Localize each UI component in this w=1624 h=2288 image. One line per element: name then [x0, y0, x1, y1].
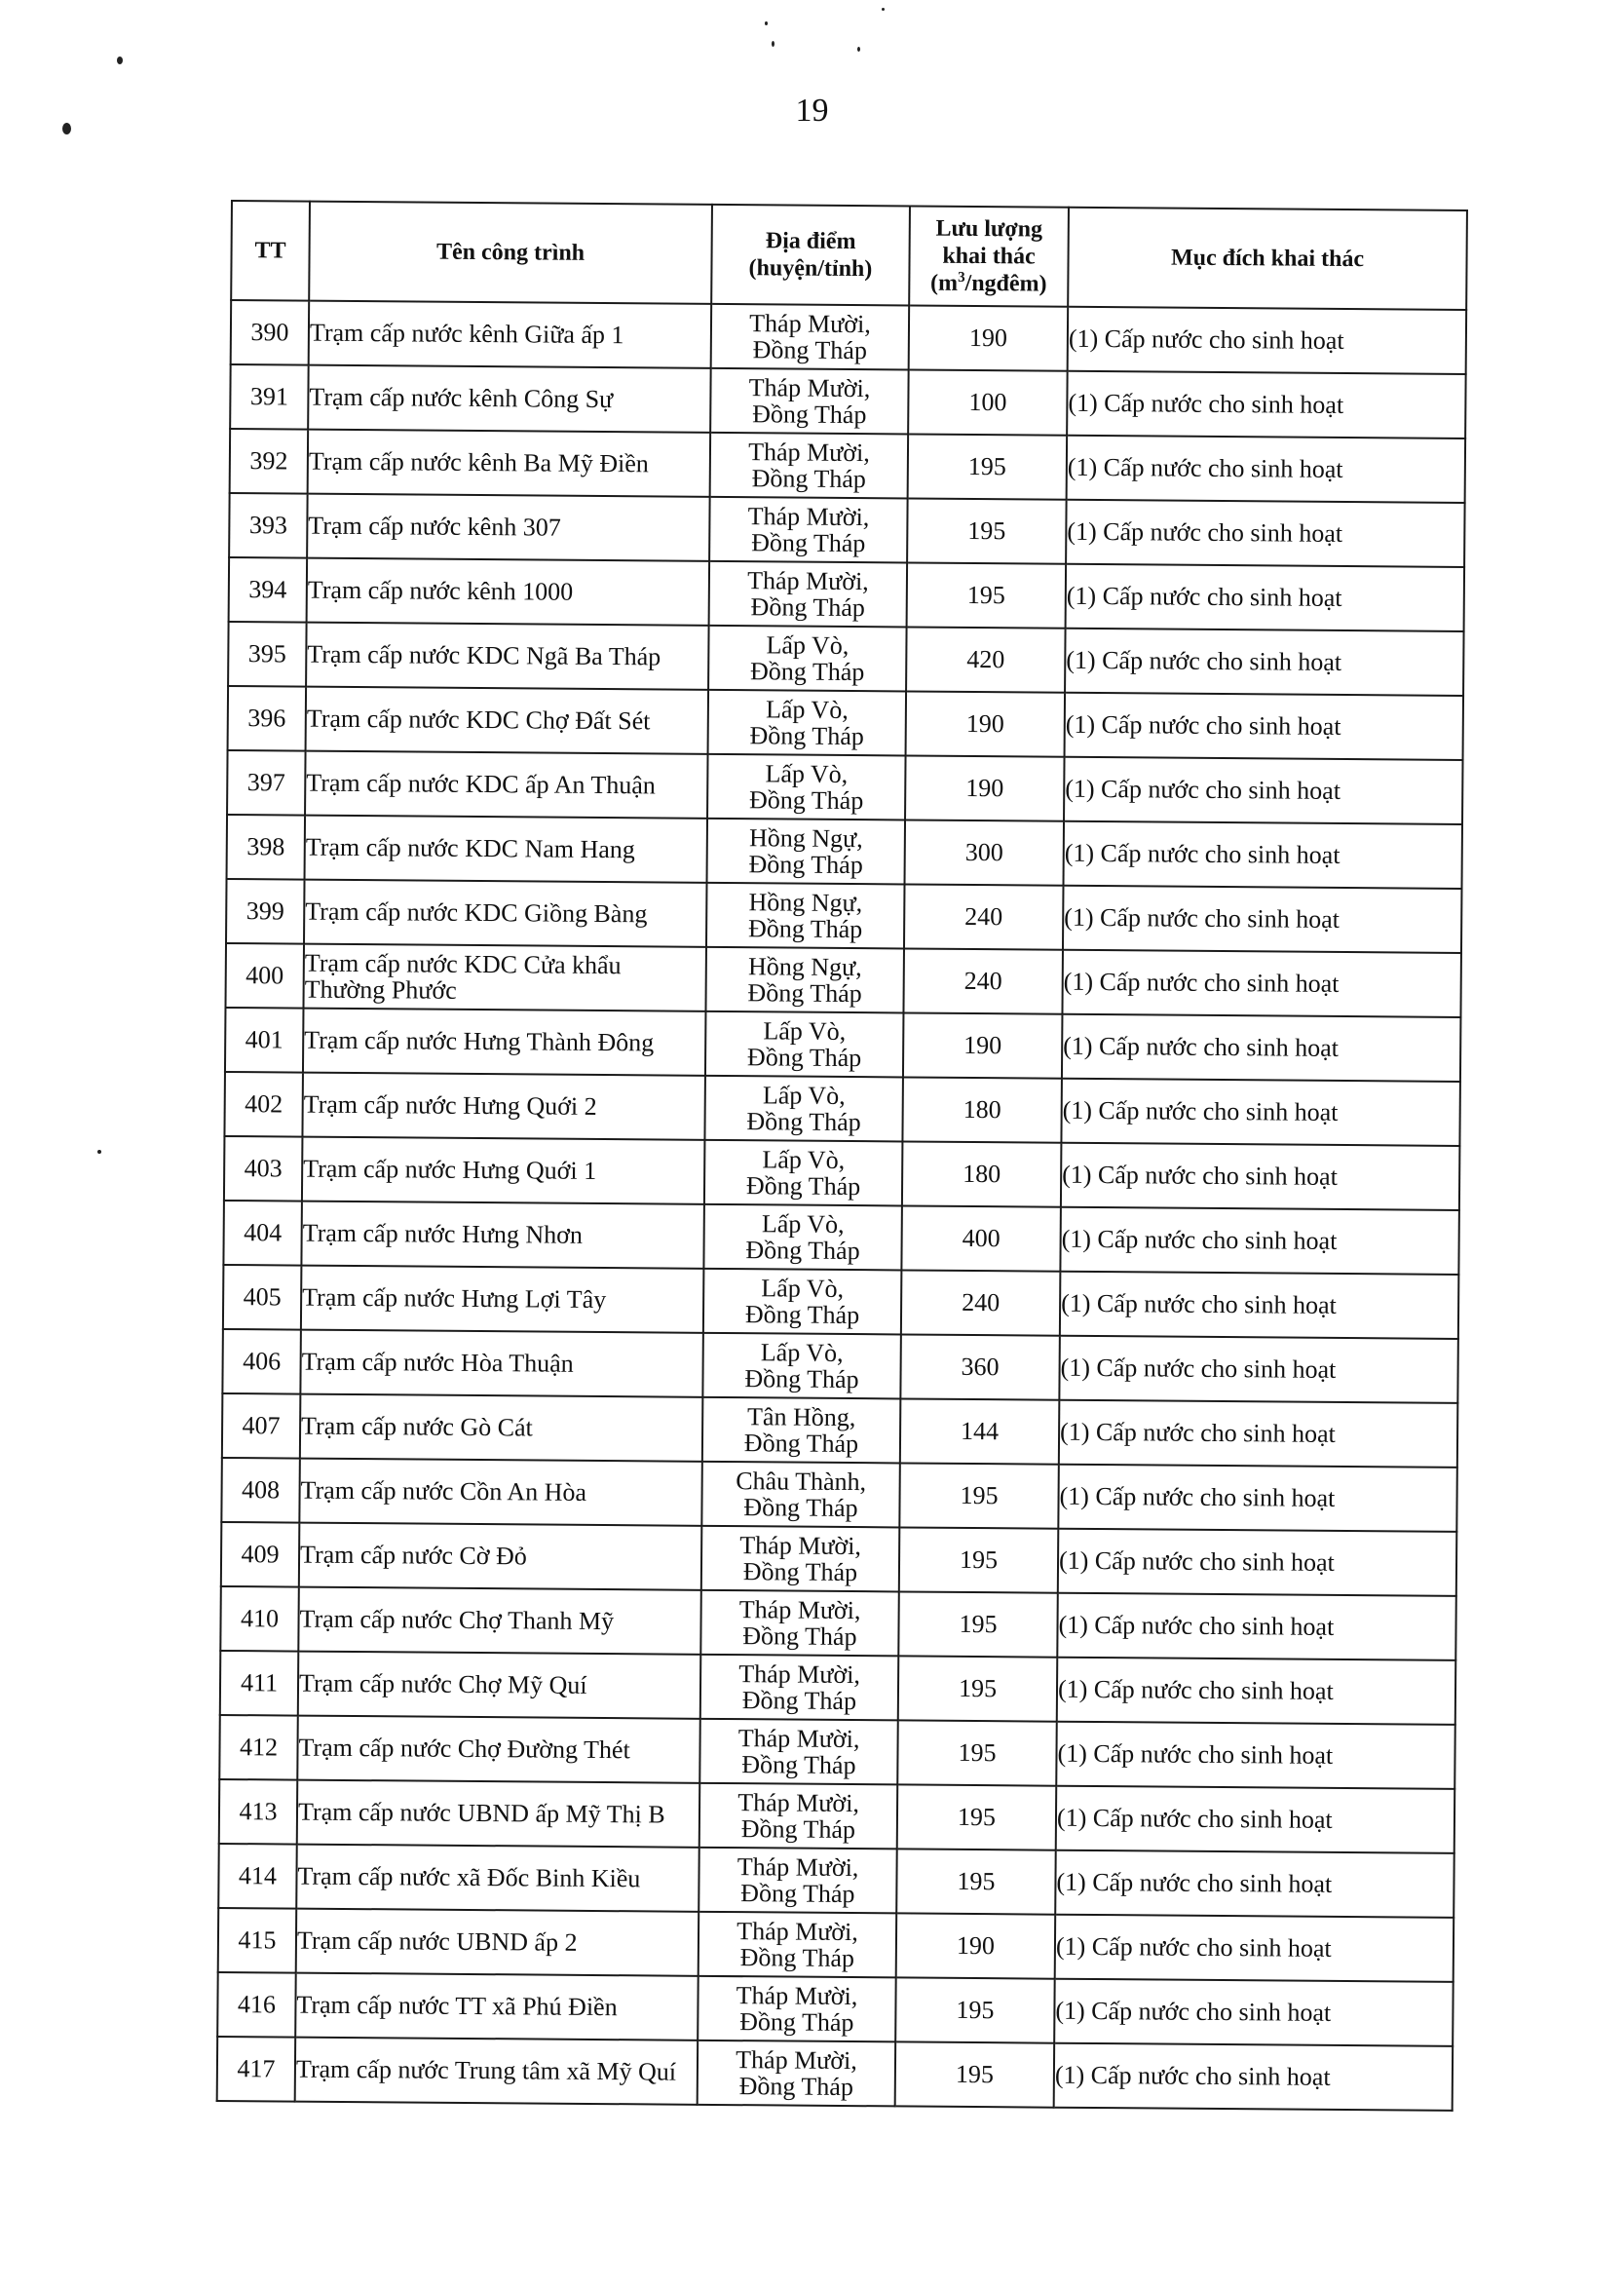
row-tt: 407: [222, 1393, 301, 1459]
row-district: Hồng Ngự,: [748, 887, 863, 917]
row-location: [698, 2040, 896, 2107]
row-tt: 395: [228, 622, 307, 687]
row-flow: 195: [895, 2041, 1055, 2107]
row-location: [698, 1976, 896, 2042]
row-flow: 240: [903, 948, 1063, 1013]
row-flow: 240: [904, 884, 1064, 949]
row-location: [704, 1140, 903, 1206]
row-name: Trạm cấp nước Hưng Quới 1: [302, 1137, 705, 1204]
row-location: [708, 690, 907, 756]
row-district: Tháp Mười,: [738, 1594, 861, 1624]
row-purpose: (1) Cấp nước cho sinh hoạt: [1056, 1786, 1455, 1853]
row-location: [703, 1204, 902, 1271]
table-row: [229, 493, 1464, 567]
table-row: [230, 364, 1465, 439]
row-province: Đồng Tháp: [752, 400, 867, 430]
row-flow: 190: [905, 755, 1065, 820]
header-location-line2: (huyện/tỉnh): [748, 255, 873, 283]
scan-speck: [882, 8, 885, 11]
row-province: Đồng Tháp: [746, 1043, 862, 1073]
row-name: Trạm cấp nước Hưng Nhơn: [301, 1201, 704, 1269]
row-province: Đồng Tháp: [749, 721, 864, 751]
row-purpose: (1) Cấp nước cho sinh hoạt: [1066, 564, 1465, 631]
row-location: [705, 1011, 904, 1078]
row-name: Trạm cấp nước Hòa Thuận: [300, 1330, 703, 1397]
row-purpose: (1) Cấp nước cho sinh hoạt: [1057, 1593, 1456, 1660]
row-flow: 195: [907, 562, 1067, 628]
row-purpose: (1) Cấp nước cho sinh hoạt: [1067, 371, 1466, 439]
row-province: Đồng Tháp: [742, 1557, 858, 1587]
row-name: Trạm cấp nước Hưng Lợi Tây: [301, 1266, 704, 1333]
row-province: Đồng Tháp: [744, 1364, 859, 1394]
row-purpose: (1) Cấp nước cho sinh hoạt: [1068, 307, 1467, 374]
row-flow: 195: [896, 1849, 1056, 1914]
header-flow-unit-sup: 3: [958, 270, 965, 286]
row-tt: 400: [225, 943, 304, 1009]
table-body: [217, 300, 1466, 2111]
table-row: [224, 1072, 1459, 1146]
table-row: [217, 1972, 1453, 2046]
row-district: Tân Hồng,: [746, 1401, 856, 1431]
row-province: Đồng Tháp: [751, 464, 866, 494]
scan-speck: [772, 41, 774, 47]
row-name: Trạm cấp nước kênh Ba Mỹ Điền: [308, 430, 711, 497]
row-district: Tháp Mười,: [749, 308, 871, 338]
row-district: Lấp Vò,: [765, 759, 849, 788]
row-name: Trạm cấp nước Trung tâm xã Mỹ Quí: [295, 2038, 699, 2105]
row-flow: 180: [902, 1077, 1062, 1142]
row-purpose: (1) Cấp nước cho sinh hoạt: [1055, 1850, 1454, 1918]
row-district: Tháp Mười,: [739, 1530, 862, 1560]
row-flow: 420: [906, 627, 1066, 692]
table-row: [225, 1008, 1460, 1082]
row-province: Đồng Tháp: [751, 528, 866, 558]
row-flow: 195: [895, 1977, 1055, 2042]
row-province: Đồng Tháp: [745, 1236, 860, 1266]
row-purpose: (1) Cấp nước cho sinh hoạt: [1054, 1979, 1454, 2046]
row-province: Đồng Tháp: [744, 1300, 860, 1330]
row-location: [708, 626, 907, 692]
row-province: Đồng Tháp: [748, 785, 864, 816]
table-row: [222, 1393, 1457, 1468]
row-name: Trạm cấp nước Chợ Đường Thét: [297, 1716, 700, 1783]
row-flow: 400: [901, 1205, 1061, 1271]
row-flow: 240: [901, 1270, 1061, 1335]
row-name: Trạm cấp nước KDC Nam Hang: [305, 816, 708, 883]
row-location: [707, 754, 906, 820]
row-name: Trạm cấp nước KDC Cửa khẩu Thường Phước: [303, 944, 706, 1011]
row-district: Lấp Vò,: [761, 1274, 845, 1303]
table-row: [223, 1201, 1458, 1275]
row-province: Đồng Tháp: [747, 978, 862, 1009]
row-tt: 403: [224, 1136, 303, 1201]
header-flow-line2: khai thác: [942, 243, 1036, 270]
row-name: Trạm cấp nước kênh Giữa ấp 1: [309, 301, 712, 368]
row-flow: 360: [900, 1334, 1060, 1399]
row-province: Đồng Tháp: [740, 1814, 856, 1845]
scan-speck: [97, 1150, 101, 1154]
row-location: [702, 1333, 901, 1399]
row-name: Trạm cấp nước Chợ Mỹ Quí: [298, 1652, 701, 1719]
row-flow: 195: [897, 1720, 1057, 1785]
row-tt: 409: [221, 1522, 300, 1587]
row-district: Lấp Vò,: [765, 695, 849, 724]
table-row: [227, 750, 1462, 824]
row-purpose: (1) Cấp nước cho sinh hoạt: [1063, 821, 1462, 889]
table-row: [224, 1136, 1459, 1210]
row-tt: 391: [230, 364, 309, 430]
table-row: [231, 300, 1466, 374]
row-purpose: (1) Cấp nước cho sinh hoạt: [1055, 1915, 1454, 1982]
row-purpose: (1) Cấp nước cho sinh hoạt: [1061, 1079, 1460, 1146]
row-purpose: (1) Cấp nước cho sinh hoạt: [1059, 1400, 1458, 1468]
row-flow: 195: [898, 1656, 1058, 1721]
row-flow: 195: [908, 434, 1068, 499]
row-name: Trạm cấp nước TT xã Phú Điền: [295, 1973, 699, 2040]
row-tt: 411: [220, 1651, 299, 1716]
table-row: [217, 2037, 1453, 2111]
row-purpose: (1) Cấp nước cho sinh hoạt: [1056, 1722, 1455, 1789]
table-header-row: [231, 201, 1467, 310]
table-row: [226, 879, 1461, 953]
header-flow-unit-suffix: /ngđêm): [964, 271, 1047, 297]
row-tt: 396: [228, 686, 307, 751]
row-purpose: (1) Cấp nước cho sinh hoạt: [1060, 1207, 1459, 1275]
row-province: Đồng Tháp: [740, 1879, 855, 1909]
row-location: [701, 1526, 900, 1592]
row-location: [700, 1655, 899, 1721]
row-flow: 190: [903, 1012, 1063, 1078]
row-province: Đồng Tháp: [748, 850, 863, 880]
row-purpose: (1) Cấp nước cho sinh hoạt: [1065, 693, 1464, 760]
row-tt: 417: [217, 2037, 296, 2102]
row-location: [709, 561, 908, 628]
row-tt: 399: [226, 879, 305, 944]
row-tt: 416: [217, 1972, 296, 2038]
row-province: Đồng Tháp: [752, 335, 868, 365]
table-row: [218, 1844, 1454, 1918]
row-name: Trạm cấp nước Chợ Thanh Mỹ: [298, 1587, 701, 1655]
row-location: [703, 1269, 902, 1335]
row-flow: 195: [907, 498, 1067, 563]
header-location-line1: Địa điểm: [765, 227, 856, 254]
row-district: Lấp Vò,: [766, 630, 850, 660]
row-flow: 144: [900, 1398, 1060, 1464]
table-row: [222, 1329, 1457, 1403]
row-district: Lấp Vò,: [762, 1145, 846, 1174]
row-tt: 402: [224, 1072, 303, 1137]
header-flow-unit-prefix: (m: [929, 270, 959, 297]
row-location: [700, 1590, 899, 1657]
row-province: Đồng Tháp: [750, 592, 865, 623]
row-location: [704, 1076, 903, 1142]
row-tt: 414: [218, 1844, 297, 1909]
table-row: [230, 429, 1465, 503]
row-location: [710, 433, 909, 499]
row-purpose: (1) Cấp nước cho sinh hoạt: [1065, 629, 1464, 696]
row-district: Lấp Vò,: [763, 1016, 847, 1046]
table-row: [220, 1651, 1455, 1725]
row-location: [706, 883, 905, 949]
row-district: Tháp Mười,: [736, 2044, 857, 2075]
row-name: Trạm cấp nước KDC Giồng Bàng: [304, 880, 707, 947]
row-location: [699, 1783, 898, 1849]
row-province: Đồng Tháp: [742, 1621, 857, 1652]
row-location: [705, 947, 904, 1013]
row-purpose: (1) Cấp nước cho sinh hoạt: [1058, 1529, 1457, 1596]
row-name: Trạm cấp nước kênh Công Sự: [308, 365, 711, 433]
row-district: Tháp Mười,: [747, 501, 870, 531]
row-name: Trạm cấp nước xã Đốc Binh Kiều: [296, 1845, 699, 1912]
table-row: [225, 943, 1460, 1017]
row-district: Châu Thành,: [736, 1466, 867, 1496]
row-tt: 401: [225, 1008, 304, 1073]
row-purpose: (1) Cấp nước cho sinh hoạt: [1057, 1658, 1456, 1725]
row-location: [701, 1462, 900, 1528]
row-purpose: (1) Cấp nước cho sinh hoạt: [1058, 1465, 1457, 1532]
row-tt: 390: [231, 300, 310, 365]
row-purpose: (1) Cấp nước cho sinh hoạt: [1067, 436, 1466, 503]
row-name: Trạm cấp nước kênh 1000: [307, 558, 710, 626]
row-district: Lấp Vò,: [760, 1338, 844, 1367]
row-district: Tháp Mười,: [736, 1980, 858, 2010]
row-flow: 180: [902, 1141, 1062, 1206]
row-purpose: (1) Cấp nước cho sinh hoạt: [1059, 1336, 1458, 1403]
row-flow: 190: [896, 1913, 1056, 1978]
row-location: [699, 1848, 897, 1914]
water-station-table: [216, 200, 1468, 2112]
page-number: 19: [795, 93, 829, 129]
row-tt: 398: [227, 815, 306, 880]
row-tt: 404: [223, 1201, 302, 1266]
row-purpose: (1) Cấp nước cho sinh hoạt: [1063, 886, 1462, 953]
row-tt: 406: [222, 1329, 301, 1394]
header-flow: [909, 206, 1069, 306]
row-tt: 412: [219, 1715, 298, 1780]
row-name: Trạm cấp nước Hưng Thành Đông: [303, 1009, 706, 1076]
scan-speck: [857, 47, 860, 52]
row-district: Lấp Vò,: [762, 1081, 846, 1110]
row-district: Tháp Mười,: [747, 565, 869, 595]
row-province: Đồng Tháp: [746, 1107, 861, 1137]
row-district: Hồng Ngự,: [748, 822, 863, 853]
row-purpose: (1) Cấp nước cho sinh hoạt: [1066, 500, 1465, 567]
row-purpose: (1) Cấp nước cho sinh hoạt: [1064, 757, 1463, 824]
row-flow: 300: [905, 820, 1065, 885]
row-tt: 394: [229, 557, 308, 623]
row-name: Trạm cấp nước Cồn An Hòa: [299, 1459, 702, 1526]
row-flow: 100: [908, 369, 1068, 435]
table-row: [227, 815, 1462, 889]
row-purpose: (1) Cấp nước cho sinh hoạt: [1061, 1143, 1460, 1210]
row-tt: 392: [230, 429, 309, 494]
row-province: Đồng Tháp: [749, 657, 865, 687]
header-name: Tên công trình: [309, 202, 712, 304]
row-name: Trạm cấp nước KDC Chợ Đất Sét: [306, 687, 709, 754]
row-flow: 195: [897, 1784, 1057, 1849]
row-province: Đồng Tháp: [739, 1943, 855, 1973]
row-purpose: (1) Cấp nước cho sinh hoạt: [1062, 950, 1461, 1017]
row-name: Trạm cấp nước Gò Cát: [300, 1394, 703, 1462]
row-province: Đồng Tháp: [743, 1429, 859, 1459]
row-purpose: (1) Cấp nước cho sinh hoạt: [1060, 1272, 1459, 1339]
row-district: Tháp Mười,: [738, 1659, 861, 1689]
table-row: [228, 622, 1463, 696]
row-flow: 195: [899, 1527, 1059, 1592]
table-row: [221, 1458, 1456, 1532]
table-row: [220, 1586, 1455, 1660]
table-row: [223, 1265, 1458, 1339]
row-province: Đồng Tháp: [743, 1493, 858, 1523]
header-purpose: Mục đích khai thác: [1068, 208, 1467, 310]
table-row: [221, 1522, 1456, 1596]
row-name: Trạm cấp nước kênh 307: [307, 494, 710, 561]
row-flow: 190: [909, 305, 1069, 370]
row-district: Hồng Ngự,: [747, 951, 862, 981]
header-flow-line1: Lưu lượng: [935, 215, 1043, 243]
row-district: Lấp Vò,: [761, 1209, 845, 1239]
row-tt: 410: [220, 1586, 299, 1652]
row-purpose: (1) Cấp nước cho sinh hoạt: [1054, 2043, 1454, 2111]
row-name: Trạm cấp nước Cờ Đỏ: [299, 1523, 702, 1590]
header-location: [711, 205, 910, 306]
row-tt: 413: [219, 1779, 298, 1845]
row-district: Tháp Mười,: [737, 1787, 860, 1817]
table-row: [229, 557, 1464, 631]
table-row: [228, 686, 1463, 760]
header-tt: TT: [231, 201, 310, 301]
row-flow: 190: [906, 691, 1066, 756]
row-province: Đồng Tháp: [738, 2072, 854, 2102]
row-province: Đồng Tháp: [741, 1750, 856, 1780]
row-district: Tháp Mười,: [736, 1916, 858, 1946]
row-location: [709, 497, 908, 563]
row-district: Tháp Mười,: [737, 1723, 860, 1753]
row-location: [702, 1397, 901, 1464]
row-purpose: (1) Cấp nước cho sinh hoạt: [1062, 1014, 1461, 1082]
table-row: [219, 1715, 1454, 1789]
row-location: [699, 1912, 897, 1978]
row-tt: 405: [223, 1265, 302, 1330]
row-location: [710, 368, 909, 435]
row-tt: 408: [221, 1458, 300, 1523]
row-district: Tháp Mười,: [748, 372, 871, 402]
row-name: Trạm cấp nước KDC ấp An Thuận: [305, 751, 708, 819]
row-district: Tháp Mười,: [748, 437, 870, 467]
row-flow: 195: [898, 1591, 1058, 1657]
row-tt: 397: [227, 750, 306, 816]
table-row: [219, 1779, 1454, 1853]
row-location: [699, 1719, 898, 1785]
row-province: Đồng Tháp: [745, 1171, 861, 1201]
scan-speck: [765, 21, 768, 25]
row-location: [707, 819, 906, 885]
row-name: Trạm cấp nước Hưng Quới 2: [302, 1073, 705, 1140]
row-tt: 393: [229, 493, 308, 558]
row-province: Đồng Tháp: [741, 1686, 857, 1716]
row-name: Trạm cấp nước KDC Ngã Ba Tháp: [306, 623, 709, 690]
row-province: Đồng Tháp: [747, 914, 863, 944]
row-name: Trạm cấp nước UBND ấp 2: [296, 1909, 699, 1976]
table-row: [218, 1908, 1454, 1982]
row-tt: 415: [218, 1908, 297, 1973]
row-name: Trạm cấp nước UBND ấp Mỹ Thị B: [297, 1780, 700, 1848]
scan-speck: [117, 57, 123, 64]
row-flow: 195: [899, 1463, 1059, 1528]
row-location: [711, 304, 910, 370]
row-district: Tháp Mười,: [736, 1851, 859, 1882]
row-province: Đồng Tháp: [739, 2007, 854, 2038]
